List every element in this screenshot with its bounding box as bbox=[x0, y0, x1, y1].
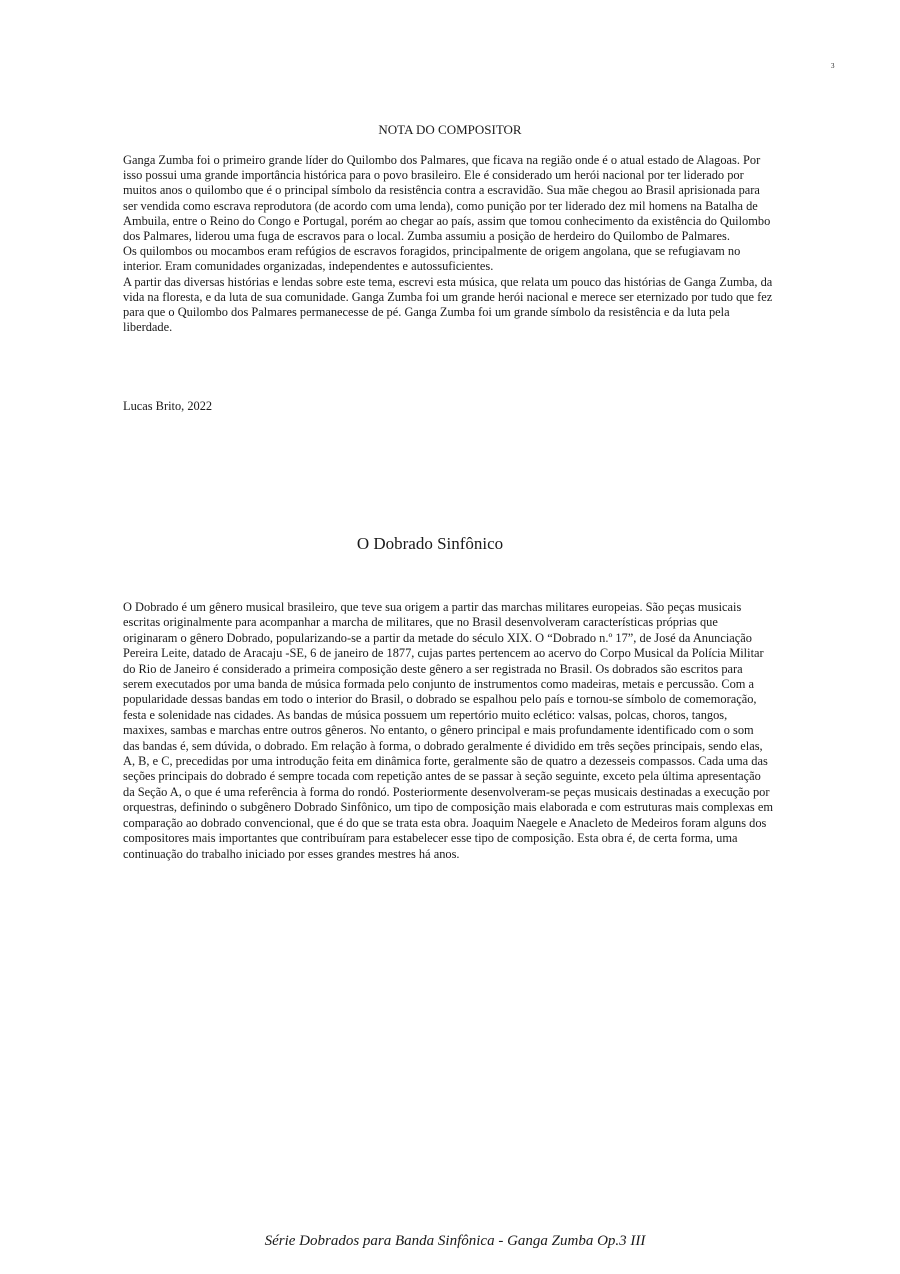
page-number: 3 bbox=[831, 62, 835, 70]
note-paragraph-2: Os quilombos ou mocambos eram refúgios de escravos foragidos, principalmente de origem angolana, que se refugiavam no interior. Eram comunidades organizadas, independentes e autossuficientes. bbox=[123, 244, 741, 274]
section-title: O Dobrado Sinfônico bbox=[356, 534, 504, 553]
section-body bbox=[123, 600, 773, 862]
section-paragraph-1: O Dobrado é um gênero musical brasileiro, que teve sua origem a partir das marchas militares europeias. São peças musicais escritas originalmente para acompanhar a marcha de militares, que no Brasil desenvolveram características próprias que originaram o gênero Dobrado, popularizando-se a partir da metade do século XIX. O “Dobrado n.º 17”, de José da Anunciação Pereira Leite, datado de Aracaju -SE, 6 de janeiro de 1877, cujas partes pertencem ao acervo do Corpo Musical da Polícia Militar do Rio de Janeiro é considerado a primeira composição deste gênero a ser registrada no Brasil. Os dobrados são escritos para serem executados por uma banda de música formada pelo conjunto de instrumentos como madeiras, metais e percussão. Com a popularidade dessas bandas em todo o interior do Brasil, o dobrado se espalhou pelo país e tornou-se símbolo de comemoração, festa e solenidade nas cidades. As bandas de música possuem um repertório muito eclético: valsas, polcas, choros, tangos, maxixes, sambas e marchas entre outros gêneros. No entanto, o gênero principal e mais profundamente identificado com o som das bandas é, sem dúvida, o dobrado. Em relação à forma, o dobrado geralmente é dividido em três seções principais, sendo elas, A, B, e C, precedidas por uma introdução feita em dinâmica forte, geralmente são de quatro a dezesseis compassos. Cada uma das seções principais do dobrado é sempre tocada com repetição antes de se passar à seção seguinte, exceto pela última apresentação da Seção A, o que é uma referência à forma do rondó. Posteriormente desenvolveram-se peças musicais destinadas a execução por orquestras, definindo o subgênero Dobrado Sinfônico, um tipo de composição mais elaborada e com estruturas mais complexas em comparação ao dobrado convencional, que é do que se trata esta obra. Joaquim Naegele e Anacleto de Medeiros foram alguns dos compositores mais importantes que contribuíram para estabelecer esse tipo de composição. Esta obra é, de certa forma, uma continuação do trabalho iniciado por esses grandes mestres há anos. bbox=[123, 600, 773, 861]
page-footer: Série Dobrados para Banda Sinfônica - Ganga Zumba Op.3 III bbox=[264, 1233, 646, 1249]
author-signature: Lucas Brito, 2022 bbox=[123, 399, 213, 413]
note-paragraph-1: Ganga Zumba foi o primeiro grande líder do Quilombo dos Palmares, que ficava na região onde é o atual estado de Alagoas. Por isso possui uma grande importância histórica para o povo brasileiro. Ele é considerado um herói nacional por ter liderado por muitos anos o quilombo que é o principal símbolo da resistência contra a escravidão. Sua mãe chegou ao Brasil aprisionada para ser vendida como escrava reprodutora (de acordo com uma lenda), como punição por ter liderado dez mil homens na Batalha de Ambuila, entre o Reino do Congo e Portugal, porém ao chegar ao país, assim que tomou conhecimento da existência do Quilombo dos Palmares, liderou uma fuga de escravos para o local. Zumba assumiu a posição de herdeiro do Quilombo de Palmares. bbox=[123, 153, 771, 244]
composer-note-body bbox=[123, 153, 773, 335]
composer-note-title: NOTA DO COMPOSITOR bbox=[378, 122, 522, 137]
note-paragraph-3: A partir das diversas histórias e lendas sobre este tema, escrevi esta música, que relata um pouco das histórias de Ganga Zumba, da vida na floresta, e da luta de sua comunidade. Ganga Zumba foi um grande herói nacional e merece ser eternizado por tudo que fez para que o Quilombo dos Palmares permanecesse de pé. Ganga Zumba foi um grande símbolo da resistência e da luta pela liberdade. bbox=[123, 274, 773, 335]
